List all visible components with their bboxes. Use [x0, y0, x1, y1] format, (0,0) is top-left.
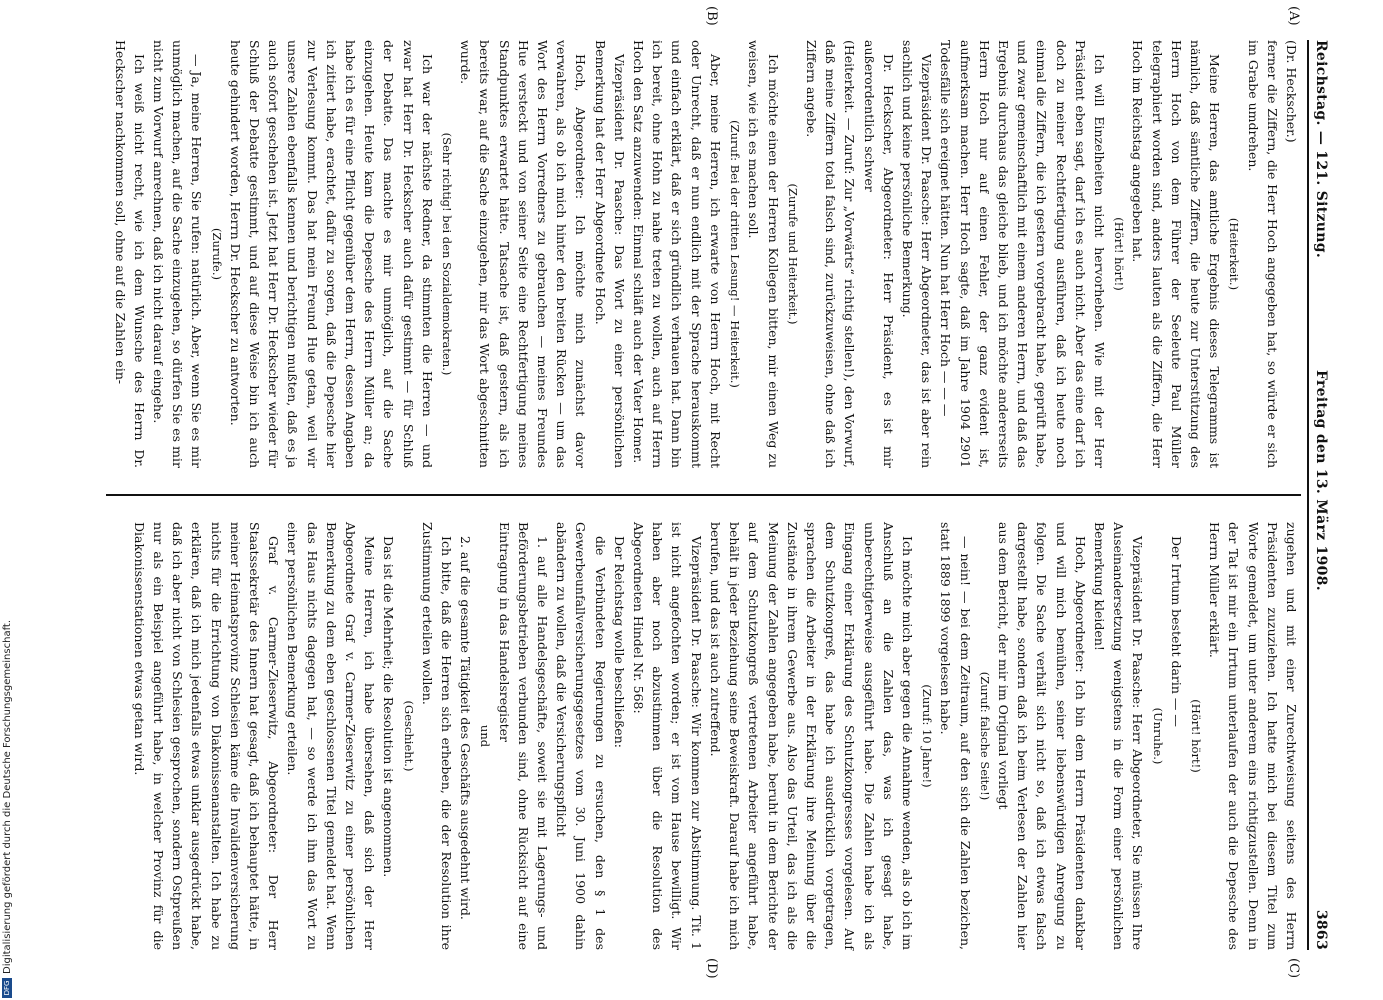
- paragraph: (Dr. Heckscher.): [1284, 40, 1299, 143]
- paragraph: Hoch, Abgeordneter: Ich möchte mich zunächst davor verwahren, als ob ich mich hinter den breiten Rücken — um das Wort des Herrn Vorredners zu gebrauchen — meines Freundes Hue versteckt und von seiner Seite eine Rechtfertigung meines Standpunktes erwartet hätte. Tatsache ist, daß gestern, als ich bereits war, auf die Sache einzugehen, mir das Wort abgeschnitten wurde.: [458, 40, 589, 468]
- paragraph: die Verbündeten Regierungen zu ersuchen, den § 1 des Gewerbeunfallversicherungsgesetzes vom 30. Juni 1900 dahin abändern zu wollen, daß die Versicherungspflicht: [554, 522, 608, 950]
- header-center: Freitag den 13. März 1908.: [1313, 370, 1329, 591]
- paragraph: Dr. Heckscher, Abgeordneter: Herr Präsident, es ist mir außerordentlich schwer: [861, 40, 896, 468]
- paragraph: 1. auf alle Handelsgeschäfte, soweit sie mit Lagerungs- und Beförderungsbetrieben verbunden sind, ohne Rücksicht auf eine Eintragung in das Handelsregister: [496, 522, 551, 950]
- paragraph: Ich weiß nicht recht, wie ich dem Wunsche des Herrn Dr. Heckscher nachkommen soll, ohne auf die Zahlen ein-: [112, 40, 147, 468]
- paragraph: (Heiterkeit. — Zuruf: Zur „Vorwärts“ richtig stellen!), den Vorwurf, daß meine Ziffern total falsch sind, zurückzuweisen, ohne daß ich Ziffern angebe.: [803, 40, 858, 468]
- paragraph: — nein! — bei dem Zeitraum, auf den sich die Zahlen bezichen, statt 1889 1899 vorgelesen habe.: [938, 522, 973, 950]
- page-number: 3863: [1313, 909, 1329, 950]
- paragraph: 2. auf die gesamte Tätigkeit des Geschäfts ausgedehnt wird.: [458, 536, 474, 920]
- paragraph: (Hört! hört!): [1188, 699, 1203, 773]
- paragraph: ferner die Ziffern, die Herr Hoch angegeben hat, so würde er sich im Grabe umdrehen.: [1245, 40, 1280, 468]
- paragraph: Ich möchte einen der Herren Kollegen bitten, mir einen Weg zu weisen, wie ich es machen soll.: [746, 40, 781, 468]
- paragraph: (Geschieht.): [401, 700, 416, 772]
- paragraph: Das ist die Mehrheit; die Resolution ist angenommen.: [381, 536, 397, 878]
- column-divider: [106, 494, 1301, 496]
- paragraph: (Zuruf: 10 Jahre!): [920, 684, 935, 788]
- paragraph: (Hört! hört!): [1112, 217, 1127, 291]
- dfg-logo-icon: DFG: [2, 978, 12, 998]
- paragraph: zugehen und mit einer Zurechtweisung seitens des Herrn Präsidenten zuzuziehen. Ich hatte mich bei diesem Titel zum Worte gemeldet, um unter anderem eins richtigzustellen. Denn in der Tat ist mir ein Irrtum unterlaufen der auch die Depesche des Herrn Müller erklärt.: [1207, 522, 1299, 950]
- header-left: Reichstag. — 121. Sitzung.: [1313, 40, 1329, 259]
- paragraph: — Ja, meine Herren, Sie rufen: natürlich. Aber, wenn Sie es mir unmöglich machen, auf die Sache einzugehen, so dürfen Sie es mir nicht zum Vorwurf anrechnen, daß ich nicht darauf eingehe.: [151, 40, 205, 468]
- paragraph: Aber, meine Herren, ich erwarte von Herrn Hoch, mit Recht oder Unrecht, daß er nun endlich mit der Sprache herauskommt und einfach erklärt, daß er sich gründlich verhauen hat. Dann bin ich bereit, ohne Hohn zu nahe treten zu wollen, auch auf Herrn Hoch den Satz anzuwenden: Einmal schläft auch der Vater Homer.: [631, 40, 723, 468]
- paragraph: Vizepräsident Dr. Paasche: Herr Abgeordneter, Sie müssen Ihre Auseinandersetzung wenigstens in die Form einer persönlichen Bemerkung kleiden!: [1091, 522, 1146, 950]
- footer: [2, 0, 18, 998]
- paragraph: Meine Herren, ich habe übersehen, daß sich der Herr Abgeordnete Graf v. Carmer-Zieserwitz zu einer persönlichen Bemerkung zu dem eben geschlossenen Titel gemeldet hat. Wenn das Haus nichts dagegen hat, — so werde ich ihm das Wort zu einer persönlichen Bemerkung erteilen.: [285, 522, 378, 950]
- paragraph: (Zuruf: Bei der dritten Lesung! — Heiterkeit.): [728, 120, 743, 388]
- paragraph: Vizepräsident Dr. Paasche: Herr Abgeordneter, das ist aber rein sachlich und keine persönliche Bemerkung.: [899, 40, 935, 468]
- paragraph: Der Irrtum besteht darin — —: [1168, 536, 1184, 727]
- paragraph: (Unruhe.): [1150, 707, 1165, 765]
- left-text-column: [110, 40, 1301, 468]
- margin-marker-a: (A): [1286, 6, 1301, 26]
- paragraph: (Zurufe.): [209, 228, 224, 280]
- paragraph: (Zurufe und Heiterkeit.): [785, 183, 800, 325]
- margin-marker-c: (C): [1286, 958, 1301, 979]
- margin-marker-d: (D): [704, 958, 719, 979]
- page-header: [1307, 40, 1331, 950]
- paragraph: Graf v. Carmer-Zieserwitz, Abgeordneter: Der Herr Staatssekretär des Innern hat gesagt, daß ich behauptet hätte, in meiner Heimatsprovinz Schlesien käme die Invalidenversicherung nichts für die Errichtung von Diakonissenanstalten. Ich habe zu erklären, daß ich mich jedenfalls etwas unklar ausgedrückt habe, daß ich aber nicht von Schlesien gesprochen, sondern Ostpreußen nur als ein Beispiel angeführt habe, in welcher Provinz für die Diakonissenstationen etwas getan wird.: [131, 522, 282, 950]
- footer-text: Digitalisierung gefördert durch die Deutsche Forschungsgemeinschaft.: [2, 619, 13, 974]
- paragraph: Hoch, Abgeordneter: Ich bin dem Herrn Präsidenten dankbar und will mich bemühen, seiner liebenswürdigen Anregung zu folgen. Die Sache verhält sich nicht so, daß ich etwas falsch dargestellt habe, sondern daß ich beim Verlesen der Zahlen hier aus dem Bericht, der mir im Original vorliegt: [995, 522, 1088, 950]
- paragraph: Vizepräsident Dr. Paasche: Wir kommen zur Abstimmung. Tit. 1 ist nicht angefochten worden; er ist vom Hause bewilligt. Wir haben aber noch abzustimmen über die Resolution des Abgeordneten Hindel Nr. 568:: [631, 522, 704, 950]
- rotated-page: [41, 6, 1331, 979]
- paragraph: Meine Herren, das amtliche Ergebnis dieses Telegramms ist nämlich, daß sämtliche Ziffern, die heute zur Unterstützung des Herrn Hoch von dem Führer der Seeleute Paul Müller telegraphiert worden sind, anders lauten als die Ziffern, die Herr Hoch im Reichstag angegeben hat.: [1130, 40, 1223, 468]
- paragraph: und: [478, 724, 493, 748]
- margin-marker-b: (B): [704, 6, 719, 26]
- paragraph: Ich war der nächste Redner, da stimmten die Herren — und zwar hat Herr Dr. Heckscher auch dafür gestimmt — für Schluß der Debatte. Das machte es mir unmöglich, auf die Sache einzugehen. Heute kam die Depesche des Herrn Müller an; da habe ich es für eine Pflicht gegenüber dem Herrn, dessen Angaben ich zitiert habe, erachtet, dafür zu sorgen, daß die Depesche hier zur Verlesung kommt. Das hat mein Freund Hue getan, weil wir unsere Zahlen ebenfalls kennen und berichtigen mußten, daß es ja auch sofort geschehen ist. Jetzt hat Herr Dr. Heckscher wieder für Schluß der Debatte gestimmt, und auf diese Weise bin ich auch heute gehindert worden, Herrn Dr. Heckscher zu antworten.: [227, 40, 435, 468]
- right-text-column: [130, 522, 1301, 950]
- paragraph: (Heiterkeit.): [1227, 217, 1242, 291]
- paragraph: Vizepräsident Dr. Paasche: Das Wort zu einer persönlichen Bemerkung hat der Herr Abgeordnete Hoch.: [592, 40, 627, 468]
- paragraph: (Sehr richtig! bei den Sozialdemokraten.): [440, 132, 455, 376]
- paragraph: Der Reichstag wolle beschließen:: [611, 536, 627, 748]
- paragraph: Ich will Einzelheiten nicht hervorheben. Wie mit der Herr Präsident eben sagt, darf ich es auch nicht. Aber das eine darf ich doch zu meiner Rechtfertigung ausführen, daß ich heute noch einmal die Ziffern, die ich gestern vorgebracht habe, geprüft habe, und zwar gemeinschaftlich mit einem anderen Herrn, und daß das Ergebnis durchaus das gleiche blieb, und ich möchte andererseits Herrn Hoch nur auf einen Fehler, der ganz evident ist, aufmerksam machen. Herr Hoch sagte, daß im Jahre 1904 2901 Todesfälle sich ereignet hätten. Nun hat Herr Hoch — — —: [938, 40, 1107, 468]
- paragraph: Ich möchte mich aber gegen die Annahme wenden, als ob ich im Anschluß an die Zahlen das, was ich gesagt habe, unberechtigterweise ausgeführt habe. Die Zahlen habe ich als Eingang einer Erklärung des Schutzkongresses vorgelesen. Auf dem Schutzkongreß, das habe ich ausdrücklich vorgetragen, sprachen die Arbeiter in der Erklärung ihre Meinung über die Zustände in ihrem Gewerbe aus. Also das Urteil, das ich als die Meinung der Zahlen angegeben habe, beruht in dem Berichte der auf dem Schutzkongreß vertretenen Arbeiter angeführt habe, behält in jeder Beziehung seine Beweiskraft. Darauf habe ich mich berufen, und das ist auch zutreffend.: [707, 522, 915, 950]
- paragraph: Ich bitte, daß die Herren sich erheben, die der Resolution ihre Zustimmung erteilen wollen.: [419, 522, 455, 950]
- paragraph: (Zuruf: falsche Seite!): [977, 671, 992, 801]
